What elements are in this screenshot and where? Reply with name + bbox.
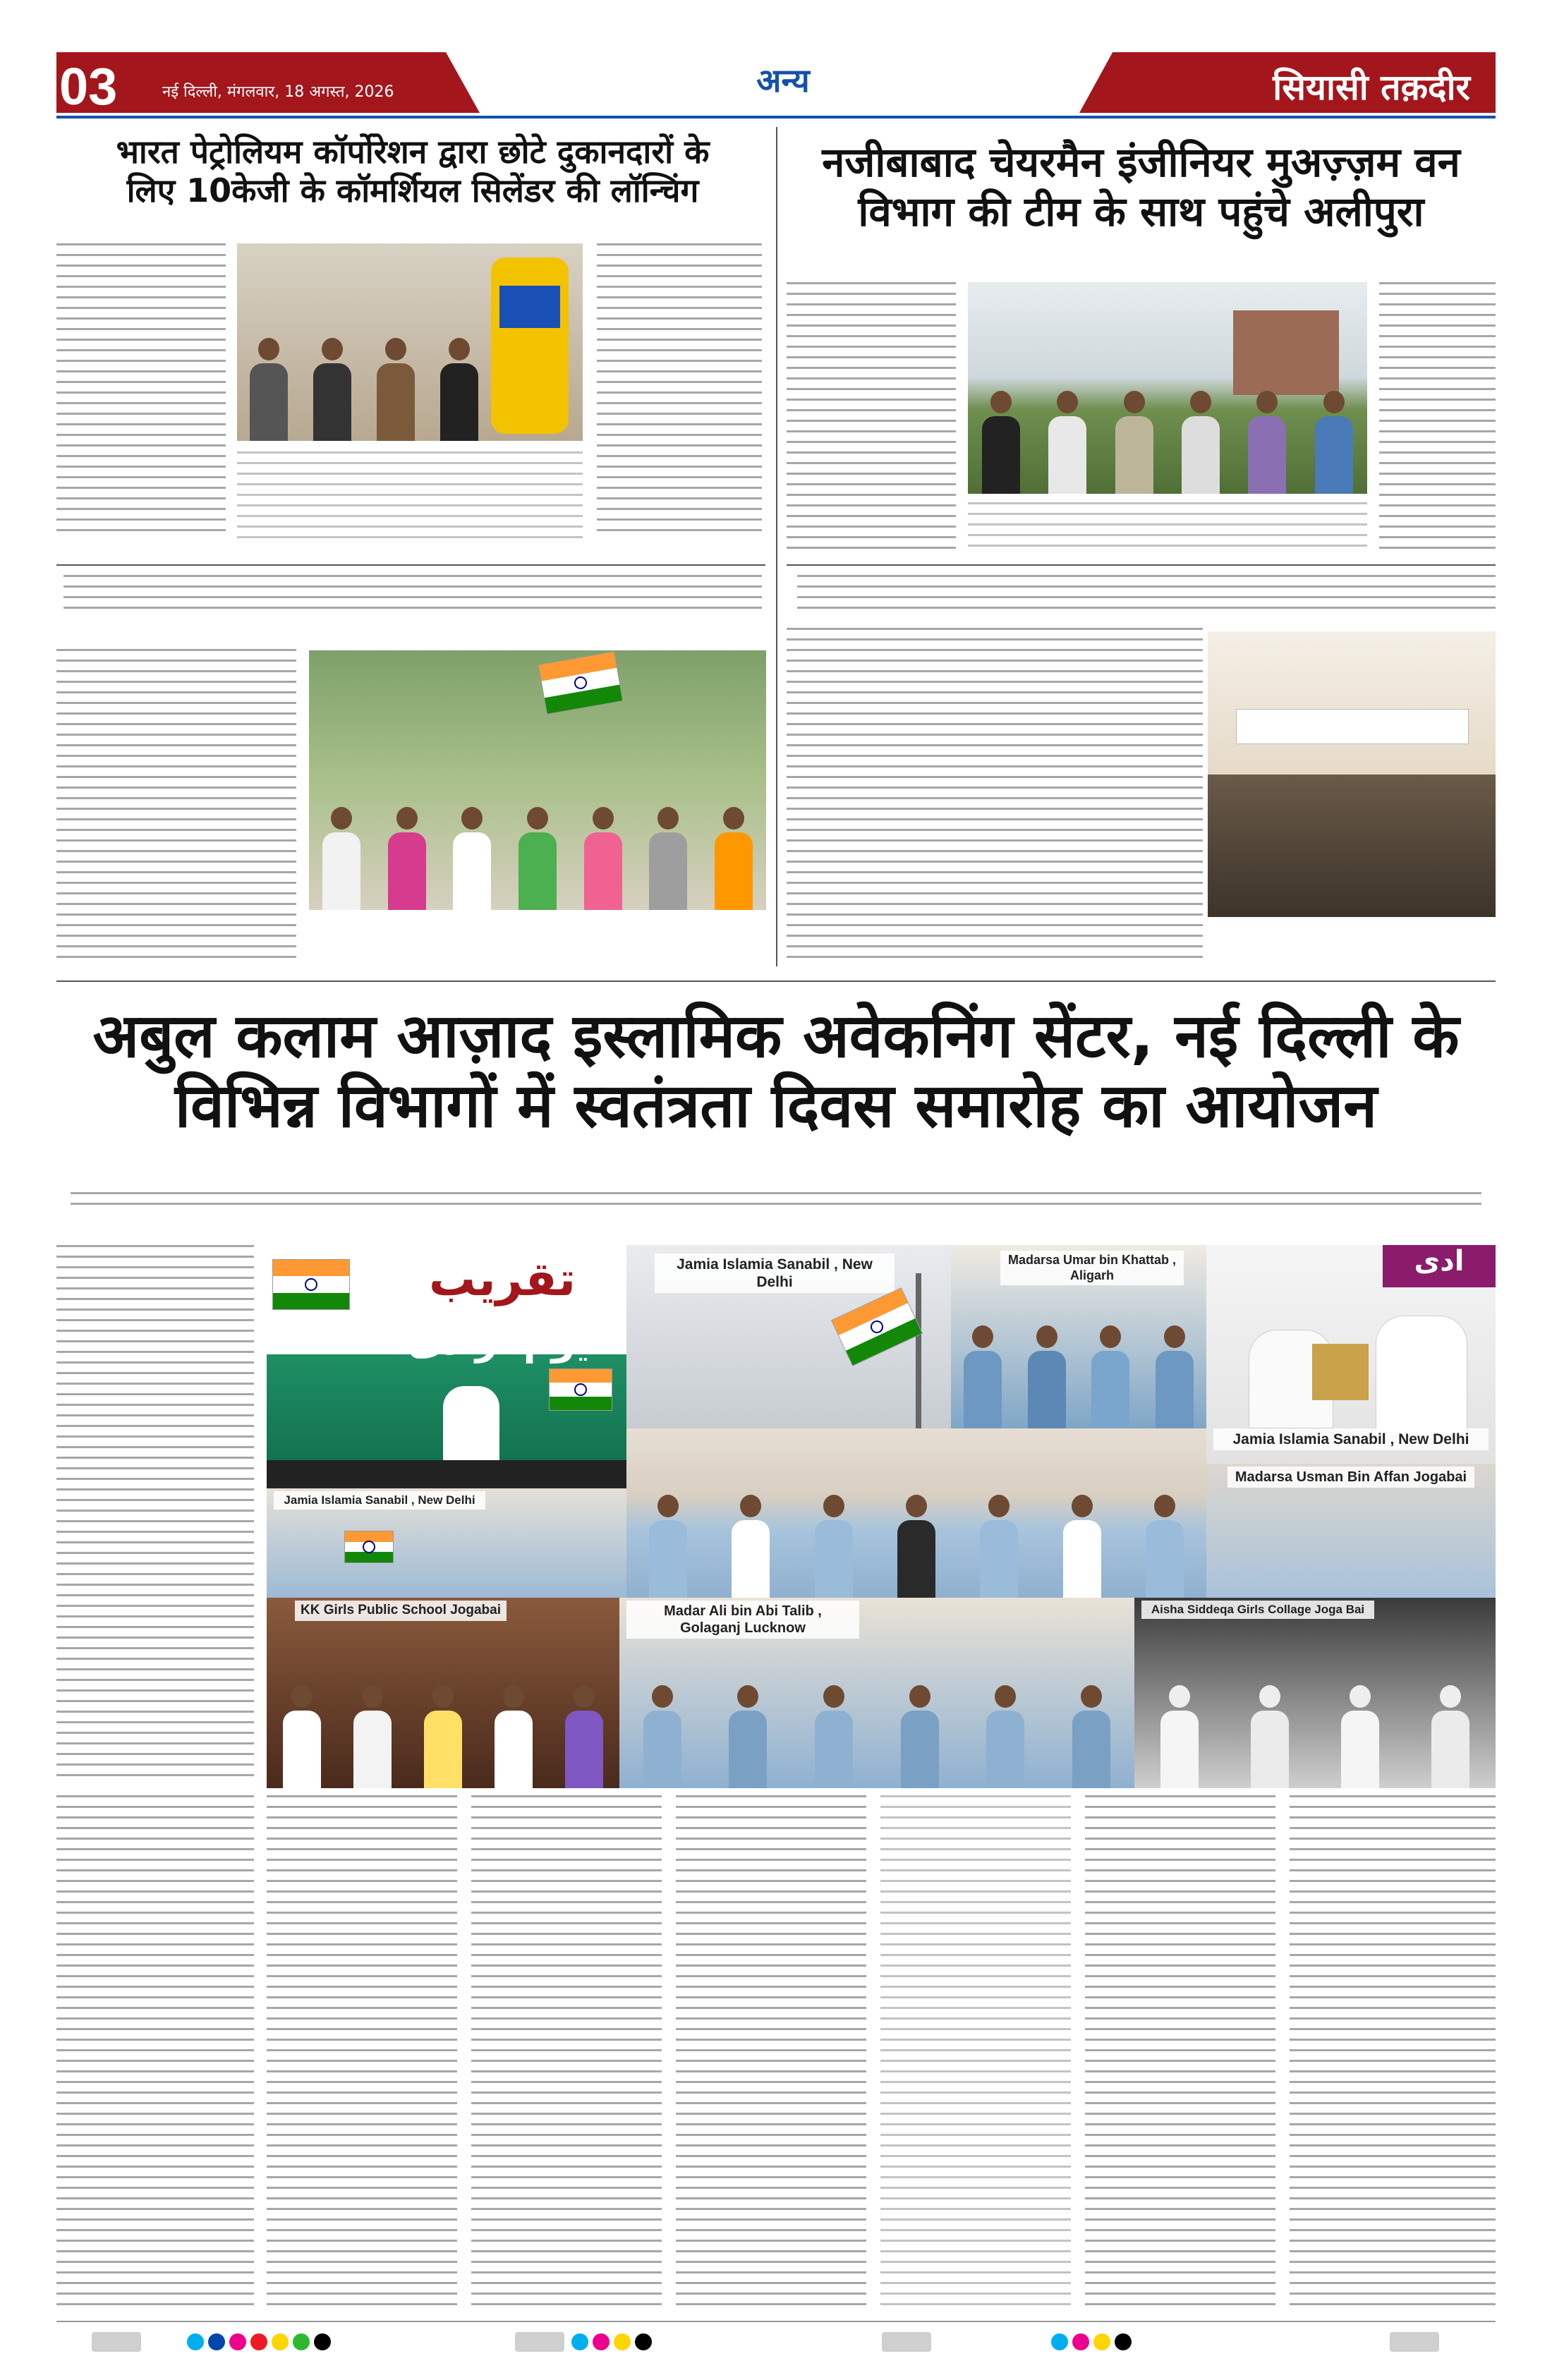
masthead-right-band xyxy=(1079,52,1496,113)
gray-patch xyxy=(92,2332,141,2352)
meeting-subhead xyxy=(797,575,1496,617)
main-text-intro xyxy=(56,1245,254,1781)
najibabad-headline xyxy=(787,138,1496,236)
registration-dots-2 xyxy=(571,2328,652,2356)
lpg-photo xyxy=(237,243,583,441)
main-headline xyxy=(56,1002,1496,1141)
black-dot xyxy=(314,2333,331,2350)
person xyxy=(440,338,478,441)
person xyxy=(1072,1685,1110,1788)
najibabad-text-col-3 xyxy=(968,502,1367,550)
najibabad-photo-people xyxy=(968,391,1367,494)
lpg-text-col-3 xyxy=(237,451,583,540)
flag-pole xyxy=(916,1273,921,1428)
person xyxy=(815,1495,853,1598)
main-text-col-7 xyxy=(1290,1795,1496,2310)
lpg-photo-people xyxy=(237,338,491,441)
main-subhead xyxy=(71,1192,1481,1210)
person xyxy=(519,807,557,910)
najibabad-headline-line2: विभाग की टीम के साथ पहुंचे अलीपुरा xyxy=(858,187,1424,236)
footer-rule xyxy=(56,2321,1496,2322)
person xyxy=(388,807,426,910)
person xyxy=(283,1685,321,1788)
person xyxy=(980,1495,1018,1598)
collage-panel-sanabil-hall xyxy=(267,1488,626,1598)
green-dot xyxy=(293,2333,310,2350)
najibabad-headline-line1: नजीबाबाद चेयरमैन इंजीनियर मुअज़्ज़म वन xyxy=(822,138,1460,186)
banner-flag-left xyxy=(272,1259,350,1310)
cyan-dot xyxy=(187,2333,204,2350)
person xyxy=(815,1685,853,1788)
person xyxy=(565,1685,603,1788)
person-right xyxy=(1376,1316,1467,1435)
caption-kk-girls: KK Girls Public School Jogabai xyxy=(295,1601,507,1621)
person xyxy=(1341,1685,1379,1788)
cyan-dot xyxy=(1051,2333,1068,2350)
main-headline-line1: अबुल कलाम आज़ाद इस्लामिक अवेकनिंग सेंटर, नई दिल्ली के xyxy=(92,1001,1460,1071)
person xyxy=(453,807,491,910)
lpg-text-col-2 xyxy=(597,243,762,540)
main-text-col-2 xyxy=(267,1795,457,2310)
najibabad-text-col-1 xyxy=(787,282,956,550)
award-banner: ادی xyxy=(1383,1245,1496,1287)
person xyxy=(1028,1325,1066,1428)
person xyxy=(1156,1325,1194,1428)
lucknow-students xyxy=(619,1685,1134,1788)
newspaper-brand: सियासी तक़दीर xyxy=(1273,67,1470,108)
section-divider xyxy=(787,564,1496,566)
gray-patch xyxy=(515,2332,564,2352)
person xyxy=(1251,1685,1289,1788)
person xyxy=(1182,391,1220,494)
collage-panel-aisha xyxy=(1134,1598,1496,1788)
collage-panel-jogabai xyxy=(1206,1464,1496,1598)
collage-panel-aligarh xyxy=(951,1245,1206,1428)
person xyxy=(1315,391,1353,494)
column-divider xyxy=(776,127,777,966)
yellow-dot xyxy=(1093,2333,1110,2350)
gray-patch xyxy=(882,2332,931,2352)
masthead-left-band xyxy=(56,52,480,116)
aligarh-students xyxy=(951,1325,1206,1428)
collage-panel-kk-girls xyxy=(267,1598,619,1788)
person xyxy=(353,1685,392,1788)
rally-flag xyxy=(538,651,624,715)
yellow-dot xyxy=(272,2333,289,2350)
person xyxy=(1115,391,1153,494)
caption-jamia-1: Jamia Islamia Sanabil , New Delhi xyxy=(655,1253,895,1293)
blue-dot xyxy=(208,2333,225,2350)
person xyxy=(649,807,687,910)
banner-footer-bar xyxy=(267,1460,626,1488)
date-line: नई दिल्ली, मंगलवार, 18 अगस्त, 2026 xyxy=(162,83,394,101)
person xyxy=(986,1685,1024,1788)
banner-subtitle: یوم آزادی xyxy=(408,1319,590,1364)
speaker xyxy=(443,1386,499,1464)
meeting-photo-top xyxy=(1208,631,1496,775)
lpg-cylinder-label xyxy=(499,286,560,328)
building xyxy=(1233,310,1339,395)
collage-panel-flagpole xyxy=(626,1245,951,1428)
main-text-col-4 xyxy=(676,1795,866,2310)
person xyxy=(649,1495,687,1598)
lpg-cylinder-display xyxy=(491,257,569,434)
person xyxy=(1160,1685,1199,1788)
assembly-students xyxy=(626,1495,1206,1598)
meeting-table xyxy=(1236,709,1469,744)
rally-subhead xyxy=(63,575,762,617)
banner-flag-right xyxy=(549,1368,612,1411)
black-dot xyxy=(635,2333,652,2350)
meeting-text xyxy=(787,628,1203,966)
cyan-dot xyxy=(571,2333,588,2350)
person xyxy=(584,807,622,910)
person xyxy=(377,338,415,441)
person xyxy=(1063,1495,1101,1598)
main-text-col-1 xyxy=(56,1795,254,2310)
person xyxy=(250,338,288,441)
collage-panel-banner xyxy=(267,1245,626,1488)
main-headline-line2: विभिन्न विभागों में स्वतंत्रता दिवस समारोह का आयोजन xyxy=(174,1070,1378,1141)
section-divider xyxy=(56,980,1496,982)
person xyxy=(732,1495,770,1598)
person xyxy=(313,338,351,441)
person xyxy=(964,1325,1002,1428)
najibabad-text-col-2 xyxy=(1379,282,1496,550)
main-text-col-3 xyxy=(471,1795,662,2310)
caption-jamia-2: Jamia Islamia Sanabil , New Delhi xyxy=(1213,1428,1489,1450)
meeting-photo-crowd xyxy=(1208,775,1496,918)
lpg-headline-line1: भारत पेट्रोलियम कॉर्पोरेशन द्वारा छोटे दुकानदारों के xyxy=(116,133,710,171)
collage-panel-assembly xyxy=(626,1428,1206,1598)
hall-flag xyxy=(344,1531,394,1563)
person xyxy=(897,1495,935,1598)
black-dot xyxy=(1115,2333,1132,2350)
registration-dots-3 xyxy=(1051,2328,1132,2356)
banner-title: تقریب xyxy=(429,1252,576,1306)
caption-aisha: Aisha Siddeqa Girls Collage Joga Bai xyxy=(1141,1601,1374,1619)
najibabad-photo xyxy=(968,282,1367,494)
caption-usman: Madarsa Usman Bin Affan Jogabai xyxy=(1227,1467,1474,1488)
person xyxy=(643,1685,681,1788)
caption-aligarh: Madarsa Umar bin Khattab , Aligarh xyxy=(1000,1251,1184,1285)
award-plaque xyxy=(1312,1344,1369,1400)
magenta-dot xyxy=(1072,2333,1089,2350)
collage-panel-award xyxy=(1206,1245,1496,1464)
caption-lucknow: Madar Ali bin Abi Talib , Golaganj Lucknow xyxy=(626,1601,859,1639)
collage xyxy=(267,1245,1496,1788)
kk-girls-students xyxy=(267,1685,619,1788)
masthead-rule xyxy=(56,116,1496,119)
person xyxy=(1431,1685,1469,1788)
person xyxy=(729,1685,767,1788)
page-number: 03 xyxy=(59,57,118,116)
person xyxy=(322,807,360,910)
caption-jamia-3: Jamia Islamia Sanabil , New Delhi xyxy=(274,1491,485,1510)
rally-photo-people xyxy=(309,807,766,910)
main-text-col-6 xyxy=(1085,1795,1275,2310)
rally-text xyxy=(56,649,296,966)
lpg-headline xyxy=(63,133,762,210)
magenta-dot xyxy=(593,2333,610,2350)
aisha-students xyxy=(1134,1685,1496,1788)
yellow-dot xyxy=(614,2333,631,2350)
rally-photo xyxy=(309,650,766,910)
person xyxy=(901,1685,939,1788)
person xyxy=(424,1685,462,1788)
hoisted-flag xyxy=(831,1287,923,1366)
gray-patch xyxy=(1390,2332,1439,2352)
red-dot xyxy=(250,2333,267,2350)
person xyxy=(1091,1325,1129,1428)
registration-dots xyxy=(187,2328,331,2356)
meeting-photo xyxy=(1208,631,1496,917)
person xyxy=(1248,391,1286,494)
section-title: अन्य xyxy=(756,61,810,99)
person xyxy=(1048,391,1086,494)
person xyxy=(495,1685,533,1788)
person xyxy=(982,391,1020,494)
main-text-col-5 xyxy=(880,1795,1071,2310)
person xyxy=(715,807,753,910)
magenta-dot xyxy=(229,2333,246,2350)
collage-panel-lucknow xyxy=(619,1598,1134,1788)
section-divider xyxy=(56,564,765,566)
lpg-headline-line2: लिए 10केजी के कॉमर्शियल सिलेंडर की लॉन्चिंग xyxy=(126,171,699,210)
person xyxy=(1146,1495,1184,1598)
lpg-text-col-1 xyxy=(56,243,226,540)
